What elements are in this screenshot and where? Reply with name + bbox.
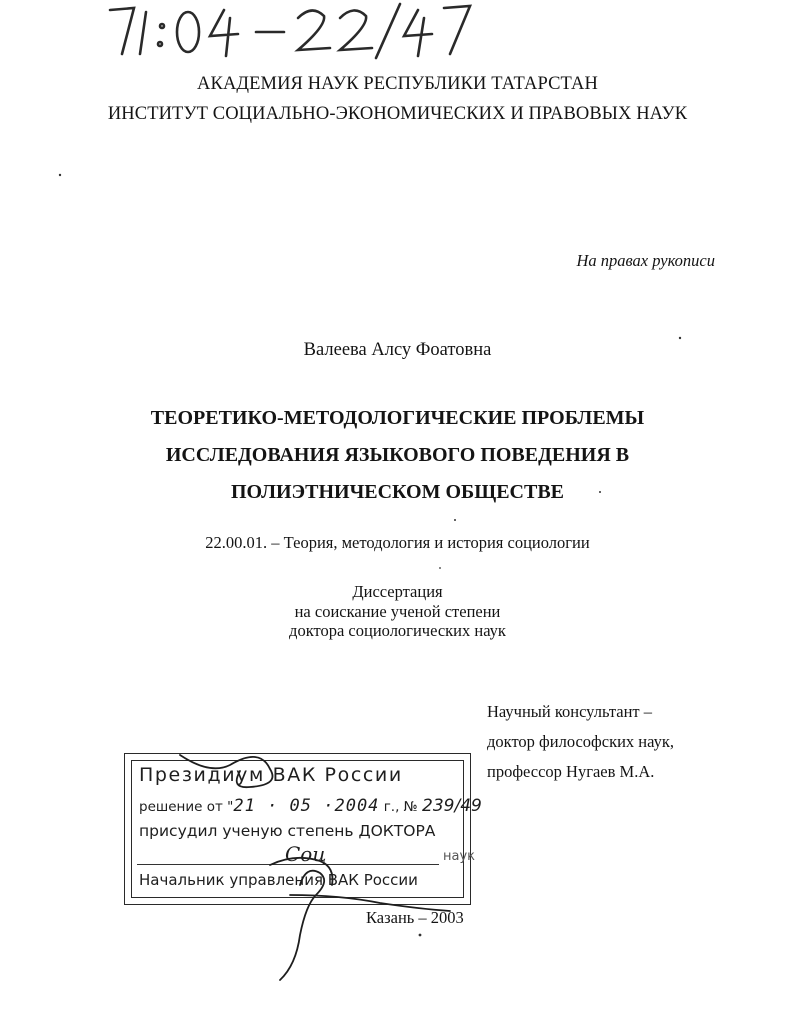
stamp-decision-mid: г., № [383,799,418,815]
manuscript-rights-note: На правах рукописи [576,251,715,270]
stamp-field-underline [137,864,439,865]
vak-approval-stamp [124,753,482,905]
author-name: Валеева Алсу Фоатовна [303,340,492,360]
handwritten-catalog-number [100,2,500,60]
title-line: ПОЛИЭТНИЧЕСКОМ ОБЩЕСТВЕ [230,481,565,503]
degree-line: на соискание ученой степени [294,601,501,621]
institute-name: ИНСТИТУТ СОЦИАЛЬНО-ЭКОНОМИЧЕСКИХ И ПРАВОВЫХ НАУК [107,104,688,124]
academy-name: АКАДЕМИЯ НАУК РЕСПУБЛИКИ ТАТАРСТАН [197,74,598,94]
consultant-line: доктор философских наук, [487,732,674,751]
stamp-decision-prefix: решение от " [139,799,234,815]
city-and-year: Казань – 2003 [366,908,464,927]
consultant-line: Научный консультант – [487,702,652,721]
dissertation-title [0,400,795,511]
stamp-degree-awarded: присудил ученую степень ДОКТОРА [139,822,436,840]
degree-line: Диссертация [352,582,443,601]
stamp-presidium: Президиум ВАК России [139,764,403,786]
stamp-decision [139,796,482,816]
stamp-sciences: наук [443,849,476,864]
stamp-decision-date: 21 · 05 ·2004 [233,796,380,816]
stamp-decision-number: 239/49 [422,796,482,816]
title-line: ТЕОРЕТИКО-МЕТОДОЛОГИЧЕСКИЕ ПРОБЛЕМЫ [150,407,645,429]
stamp-head-of-department: Начальник управления ВАК России [139,871,418,889]
specialty-code: 22.00.01. – Теория, методология и история социологии [205,533,590,552]
scientific-consultant [487,697,674,787]
consultant-line: профессор Нугаев М.А. [487,762,655,781]
title-line: ИССЛЕДОВАНИЯ ЯЗЫКОВОГО ПОВЕДЕНИЯ В [165,444,630,466]
degree-line: доктора социологических наук [289,621,506,640]
dissertation-degree [0,582,795,641]
handwritten-number-drawing [100,2,500,60]
stamp-handwritten-field: Соц [285,842,327,866]
